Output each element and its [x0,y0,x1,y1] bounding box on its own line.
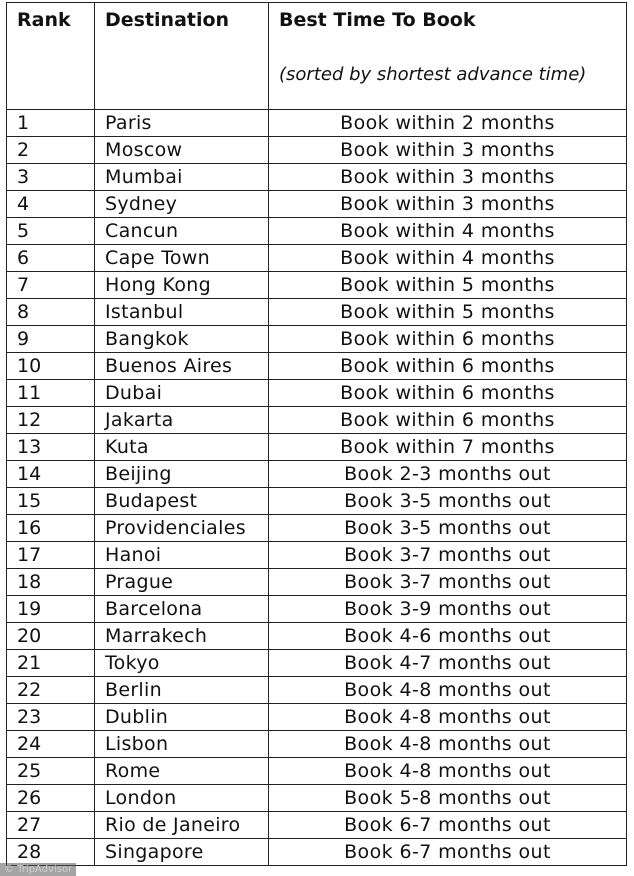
table-row [7,569,627,596]
table-row [7,731,627,758]
rank-cell: 5 [7,218,95,245]
rank-cell: 17 [7,542,95,569]
rank-cell: 23 [7,704,95,731]
best-time-cell: Book within 6 months [269,380,627,407]
best-time-cell: Book 3-9 months out [269,596,627,623]
table-row [7,299,627,326]
best-time-cell: Book within 4 months [269,218,627,245]
table-row [7,704,627,731]
rank-cell: 15 [7,488,95,515]
best-time-cell: Book within 3 months [269,191,627,218]
destination-cell: Berlin [95,677,269,704]
best-time-cell: Book 3-7 months out [269,542,627,569]
destination-cell: Rio de Janeiro [95,812,269,839]
rank-cell: 19 [7,596,95,623]
rank-cell: 4 [7,191,95,218]
best-time-cell: Book within 3 months [269,137,627,164]
best-time-cell: Book within 3 months [269,164,627,191]
best-time-cell: Book 4-7 months out [269,650,627,677]
destination-cell: Hong Kong [95,272,269,299]
best-time-cell: Book 3-5 months out [269,488,627,515]
rank-cell: 7 [7,272,95,299]
table-row [7,380,627,407]
destination-cell: Lisbon [95,731,269,758]
destination-cell: Jakarta [95,407,269,434]
best-time-cell: Book 4-6 months out [269,623,627,650]
destination-cell: Singapore [95,839,269,866]
table-row [7,596,627,623]
table-row [7,488,627,515]
rank-cell: 18 [7,569,95,596]
destination-cell: Kuta [95,434,269,461]
table-row [7,191,627,218]
rank-cell: 27 [7,812,95,839]
table-row [7,785,627,812]
best-time-cell: Book within 2 months [269,110,627,137]
rank-cell: 13 [7,434,95,461]
table-row [7,461,627,488]
best-time-cell: Book within 4 months [269,245,627,272]
rank-cell: 12 [7,407,95,434]
best-time-cell: Book 4-8 months out [269,677,627,704]
table-row [7,623,627,650]
best-time-cell: Book 2-3 months out [269,461,627,488]
destination-cell: Cancun [95,218,269,245]
destination-cell: Cape Town [95,245,269,272]
table-row [7,218,627,245]
rank-cell: 11 [7,380,95,407]
rank-cell: 1 [7,110,95,137]
table-header [7,3,627,110]
rank-column-header [7,3,95,110]
table-row [7,164,627,191]
rank-cell: 28 [7,839,95,866]
rank-cell: 16 [7,515,95,542]
destination-cell: Hanoi [95,542,269,569]
best-time-cell: Book 6-7 months out [269,839,627,866]
destination-cell: Dubai [95,380,269,407]
best-time-cell: Book 4-8 months out [269,731,627,758]
table-row [7,326,627,353]
destination-header-label: Destination [105,9,230,31]
destination-cell: London [95,785,269,812]
best-time-cell: Book 5-8 months out [269,785,627,812]
destination-cell: Dublin [95,704,269,731]
destination-cell: Bangkok [95,326,269,353]
rank-cell: 21 [7,650,95,677]
destination-cell: Paris [95,110,269,137]
destination-cell: Budapest [95,488,269,515]
best-time-column-header [269,3,627,110]
table-row [7,758,627,785]
table-row [7,272,627,299]
table-row [7,407,627,434]
best-time-cell: Book within 6 months [269,326,627,353]
destination-cell: Mumbai [95,164,269,191]
rank-cell: 3 [7,164,95,191]
best-time-cell: Book 6-7 months out [269,812,627,839]
rank-cell: 9 [7,326,95,353]
destination-cell: Istanbul [95,299,269,326]
rank-cell: 26 [7,785,95,812]
table-row [7,515,627,542]
table-row [7,110,627,137]
best-time-cell: Book 4-8 months out [269,704,627,731]
destination-cell: Beijing [95,461,269,488]
destination-cell: Marrakech [95,623,269,650]
table-row [7,650,627,677]
sort-note: (sorted by shortest advance time) [279,64,587,85]
rank-header-label: Rank [17,9,71,31]
table-row [7,812,627,839]
rank-cell: 6 [7,245,95,272]
best-time-cell: Book 3-5 months out [269,515,627,542]
best-time-cell: Book within 5 months [269,299,627,326]
booking-table-container [6,2,627,866]
destination-cell: Rome [95,758,269,785]
rank-cell: 8 [7,299,95,326]
best-time-to-book-table [6,2,627,866]
rank-cell: 14 [7,461,95,488]
rank-cell: 20 [7,623,95,650]
table-row [7,245,627,272]
destination-cell: Providenciales [95,515,269,542]
destination-cell: Buenos Aires [95,353,269,380]
rank-cell: 24 [7,731,95,758]
destination-cell: Tokyo [95,650,269,677]
table-row [7,353,627,380]
rank-cell: 2 [7,137,95,164]
destination-cell: Prague [95,569,269,596]
destination-cell: Sydney [95,191,269,218]
table-row [7,434,627,461]
table-row [7,677,627,704]
best-time-header-label: Best Time To Book [279,9,476,31]
table-row [7,542,627,569]
best-time-cell: Book within 6 months [269,407,627,434]
table-row [7,137,627,164]
tripadvisor-watermark: © TripAdvisor [0,863,76,876]
rank-cell: 22 [7,677,95,704]
best-time-cell: Book within 6 months [269,353,627,380]
best-time-cell: Book within 5 months [269,272,627,299]
destination-column-header [95,3,269,110]
rank-cell: 25 [7,758,95,785]
rank-cell: 10 [7,353,95,380]
table-body [7,110,627,866]
best-time-cell: Book within 7 months [269,434,627,461]
destination-cell: Barcelona [95,596,269,623]
header-row [7,3,627,110]
best-time-cell: Book 3-7 months out [269,569,627,596]
destination-cell: Moscow [95,137,269,164]
table-row [7,839,627,866]
best-time-cell: Book 4-8 months out [269,758,627,785]
